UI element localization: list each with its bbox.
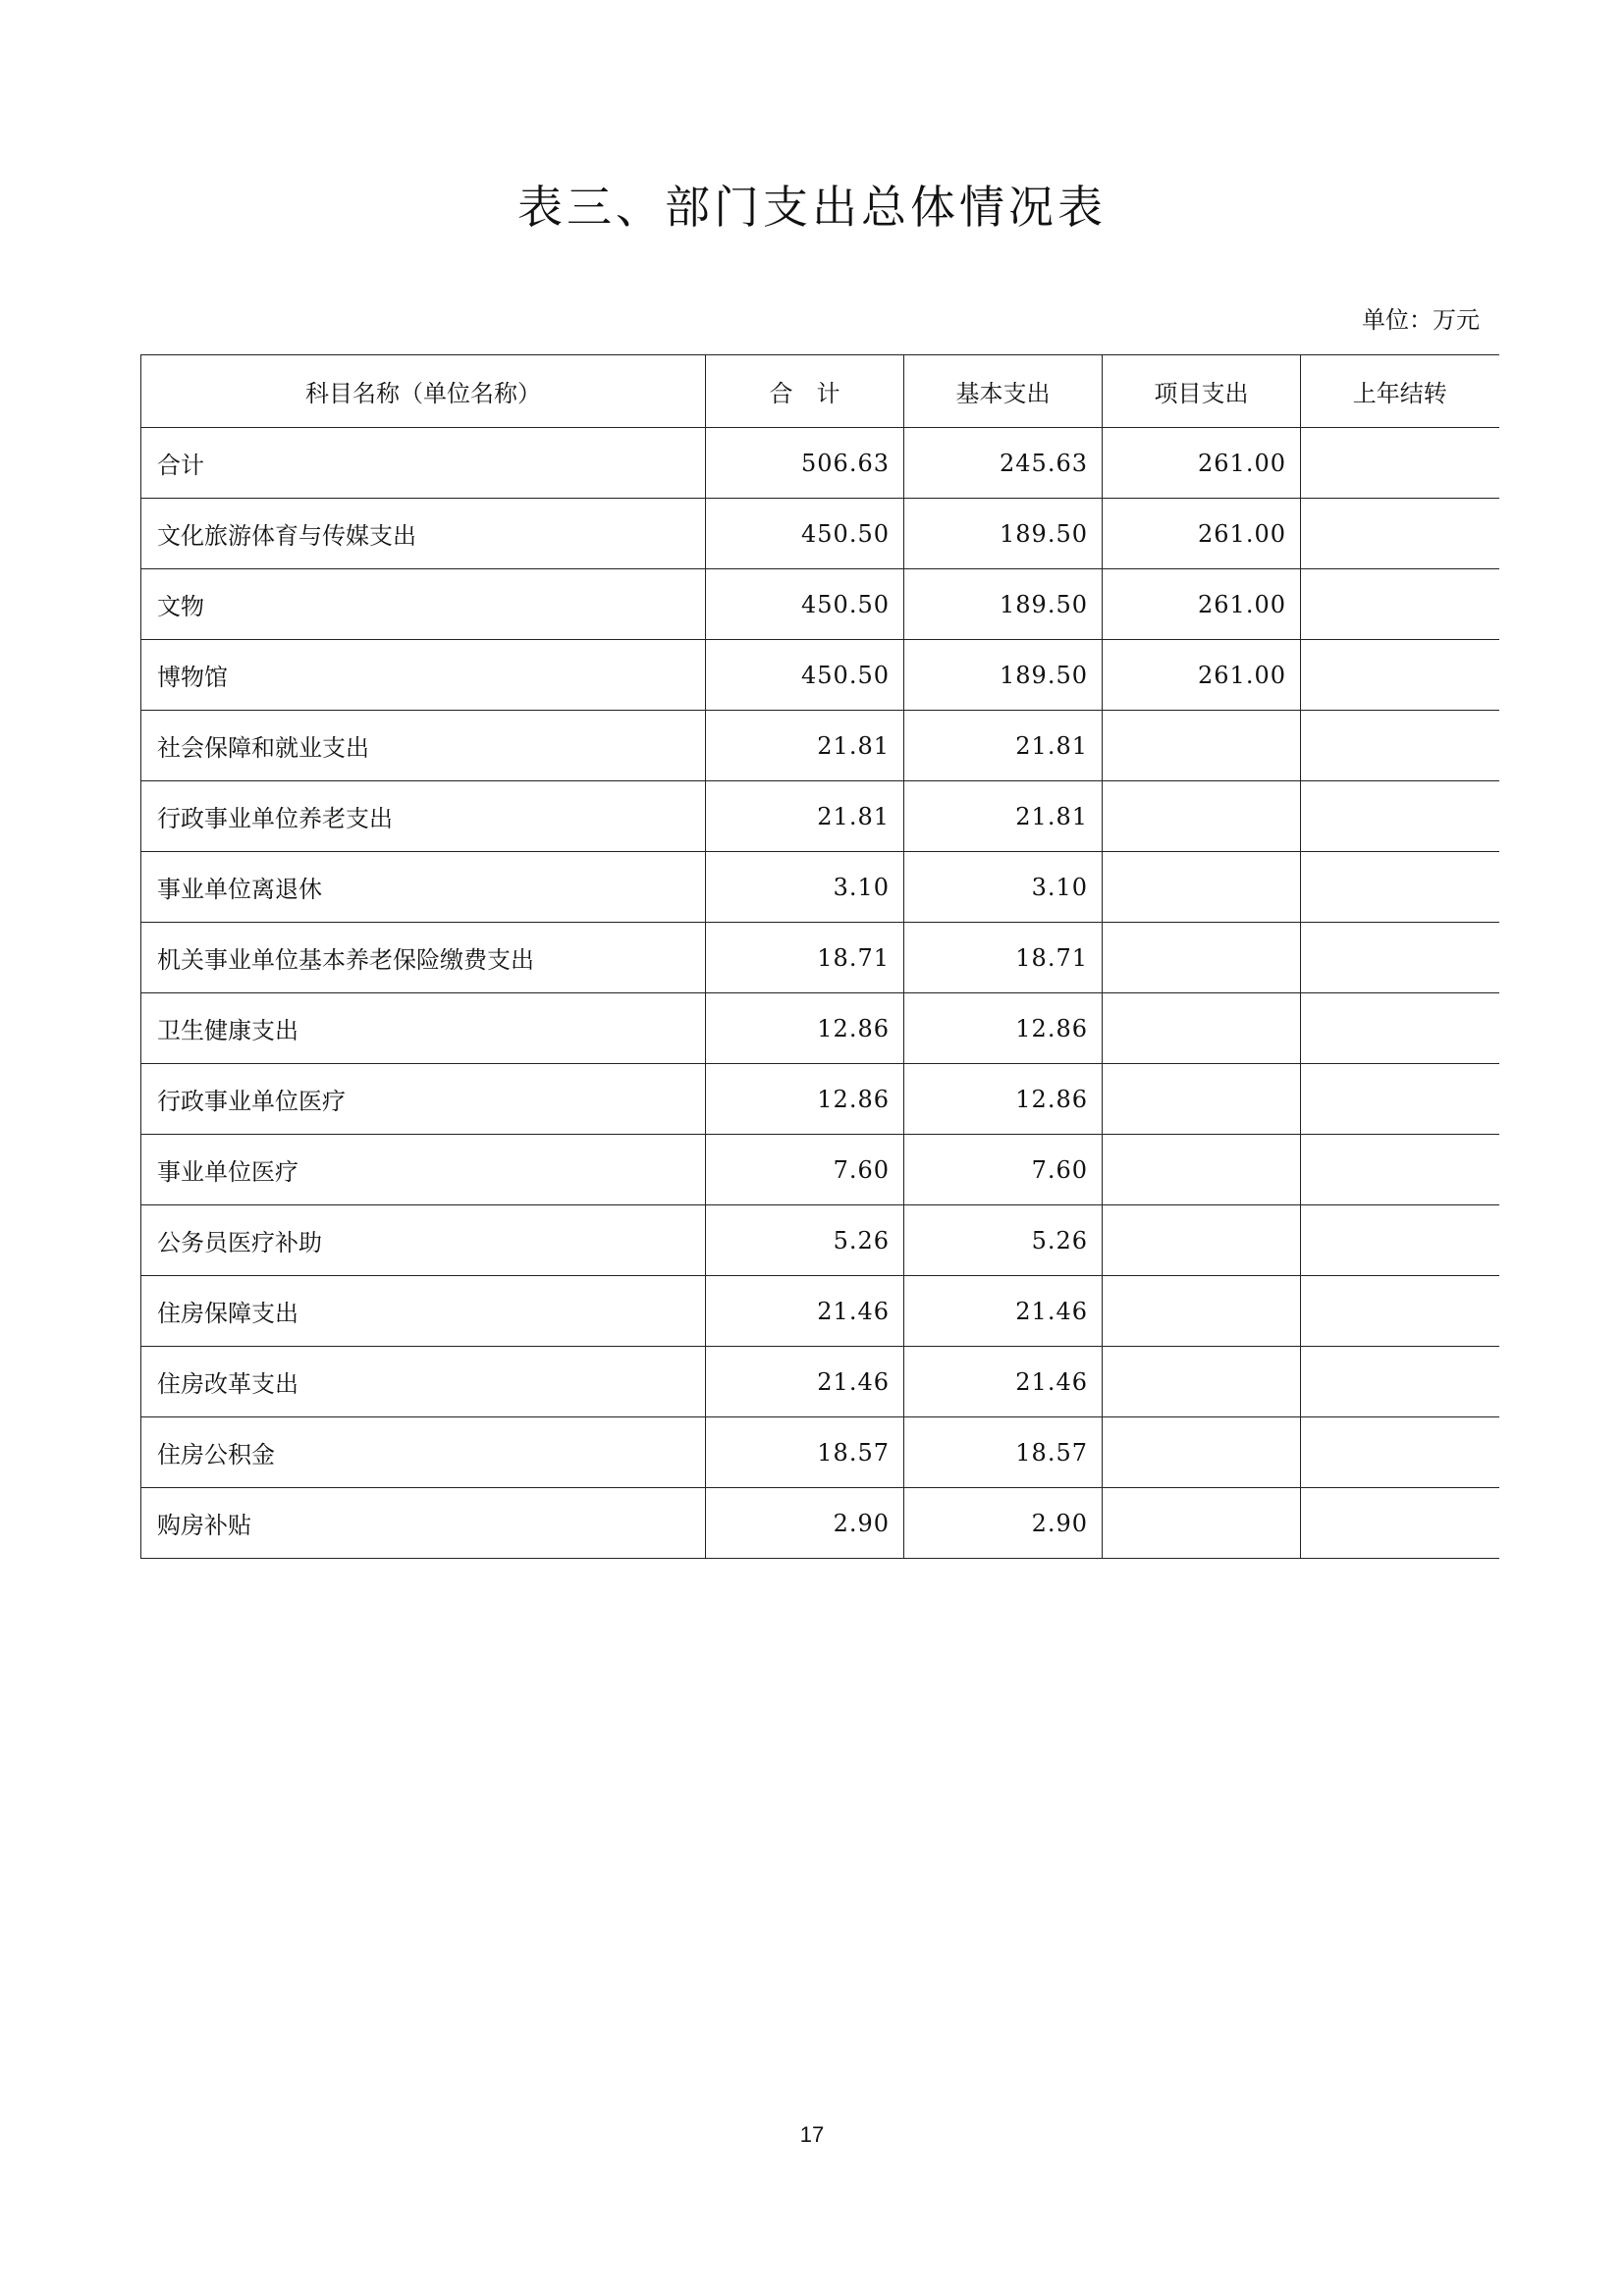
- row-basic-expenditure: 2.90: [904, 1488, 1103, 1559]
- table-row: [141, 1488, 1499, 1559]
- table-row: [141, 1347, 1499, 1417]
- row-project-expenditure: [1103, 711, 1301, 781]
- row-total: 18.57: [706, 1417, 904, 1488]
- row-item-name: 事业单位医疗: [141, 1135, 706, 1205]
- row-project-expenditure: 261.00: [1103, 640, 1301, 711]
- table-row: [141, 640, 1499, 711]
- header-project-expenditure: 项目支出: [1103, 355, 1301, 428]
- row-item-name: 行政事业单位养老支出: [141, 781, 706, 852]
- row-item-name: 住房保障支出: [141, 1276, 706, 1347]
- row-basic-expenditure: 7.60: [904, 1135, 1103, 1205]
- expenditure-table: [140, 354, 1499, 1559]
- row-total: 3.10: [706, 852, 904, 923]
- table-row: [141, 711, 1499, 781]
- row-basic-expenditure: 21.46: [904, 1276, 1103, 1347]
- row-item-name: 公务员医疗补助: [141, 1205, 706, 1276]
- row-basic-expenditure: 189.50: [904, 640, 1103, 711]
- row-carryover: [1301, 1347, 1499, 1417]
- row-basic-expenditure: 189.50: [904, 499, 1103, 569]
- row-item-name: 社会保障和就业支出: [141, 711, 706, 781]
- row-total: 12.86: [706, 1064, 904, 1135]
- row-total: 450.50: [706, 499, 904, 569]
- row-carryover: [1301, 1205, 1499, 1276]
- row-project-expenditure: 261.00: [1103, 569, 1301, 640]
- row-carryover: [1301, 1064, 1499, 1135]
- table-row: [141, 499, 1499, 569]
- row-project-expenditure: [1103, 1135, 1301, 1205]
- row-carryover: [1301, 852, 1499, 923]
- row-total: 7.60: [706, 1135, 904, 1205]
- row-basic-expenditure: 12.86: [904, 1064, 1103, 1135]
- header-carryover: 上年结转: [1301, 355, 1499, 428]
- row-carryover: [1301, 1135, 1499, 1205]
- row-basic-expenditure: 3.10: [904, 852, 1103, 923]
- row-carryover: [1301, 499, 1499, 569]
- row-total: 21.81: [706, 711, 904, 781]
- row-item-name: 事业单位离退休: [141, 852, 706, 923]
- row-basic-expenditure: 21.46: [904, 1347, 1103, 1417]
- row-project-expenditure: [1103, 1347, 1301, 1417]
- row-total: 506.63: [706, 428, 904, 499]
- row-carryover: [1301, 711, 1499, 781]
- row-carryover: [1301, 1276, 1499, 1347]
- row-carryover: [1301, 428, 1499, 499]
- header-total: 合 计: [706, 355, 904, 428]
- row-item-name: 合计: [141, 428, 706, 499]
- row-project-expenditure: [1103, 923, 1301, 993]
- row-carryover: [1301, 1488, 1499, 1559]
- row-project-expenditure: 261.00: [1103, 428, 1301, 499]
- row-carryover: [1301, 923, 1499, 993]
- row-project-expenditure: [1103, 1064, 1301, 1135]
- table-row: [141, 923, 1499, 993]
- row-basic-expenditure: 245.63: [904, 428, 1103, 499]
- table-row: [141, 1135, 1499, 1205]
- header-basic-expenditure: 基本支出: [904, 355, 1103, 428]
- row-item-name: 博物馆: [141, 640, 706, 711]
- row-carryover: [1301, 1417, 1499, 1488]
- row-basic-expenditure: 21.81: [904, 711, 1103, 781]
- row-total: 21.46: [706, 1276, 904, 1347]
- page-number: 17: [799, 2122, 825, 2147]
- table-row: [141, 1205, 1499, 1276]
- row-carryover: [1301, 640, 1499, 711]
- row-item-name: 卫生健康支出: [141, 993, 706, 1064]
- table-row: [141, 1276, 1499, 1347]
- row-carryover: [1301, 993, 1499, 1064]
- table-row: [141, 781, 1499, 852]
- row-carryover: [1301, 569, 1499, 640]
- table-row: [141, 1417, 1499, 1488]
- row-total: 450.50: [706, 569, 904, 640]
- row-basic-expenditure: 189.50: [904, 569, 1103, 640]
- row-total: 12.86: [706, 993, 904, 1064]
- row-total: 21.46: [706, 1347, 904, 1417]
- row-item-name: 文化旅游体育与传媒支出: [141, 499, 706, 569]
- row-total: 5.26: [706, 1205, 904, 1276]
- table-row: [141, 993, 1499, 1064]
- page-title: 表三、部门支出总体情况表: [517, 181, 1107, 234]
- row-item-name: 购房补贴: [141, 1488, 706, 1559]
- row-project-expenditure: [1103, 1276, 1301, 1347]
- table-row: [141, 1064, 1499, 1135]
- row-basic-expenditure: 18.71: [904, 923, 1103, 993]
- row-total: 18.71: [706, 923, 904, 993]
- row-total: 21.81: [706, 781, 904, 852]
- row-project-expenditure: [1103, 1417, 1301, 1488]
- unit-label: 单位：万元: [1362, 306, 1480, 334]
- table-row: [141, 852, 1499, 923]
- row-project-expenditure: [1103, 993, 1301, 1064]
- row-project-expenditure: [1103, 781, 1301, 852]
- row-item-name: 文物: [141, 569, 706, 640]
- table-body: [141, 428, 1499, 1559]
- row-total: 2.90: [706, 1488, 904, 1559]
- row-item-name: 住房改革支出: [141, 1347, 706, 1417]
- row-basic-expenditure: 18.57: [904, 1417, 1103, 1488]
- row-basic-expenditure: 5.26: [904, 1205, 1103, 1276]
- row-item-name: 行政事业单位医疗: [141, 1064, 706, 1135]
- row-basic-expenditure: 12.86: [904, 993, 1103, 1064]
- table-header-row: [141, 355, 1499, 428]
- table-row: [141, 428, 1499, 499]
- row-project-expenditure: [1103, 852, 1301, 923]
- row-basic-expenditure: 21.81: [904, 781, 1103, 852]
- row-project-expenditure: 261.00: [1103, 499, 1301, 569]
- header-item-name: 科目名称（单位名称）: [141, 355, 706, 428]
- row-carryover: [1301, 781, 1499, 852]
- row-project-expenditure: [1103, 1205, 1301, 1276]
- row-item-name: 机关事业单位基本养老保险缴费支出: [141, 923, 706, 993]
- row-total: 450.50: [706, 640, 904, 711]
- row-item-name: 住房公积金: [141, 1417, 706, 1488]
- table-row: [141, 569, 1499, 640]
- row-project-expenditure: [1103, 1488, 1301, 1559]
